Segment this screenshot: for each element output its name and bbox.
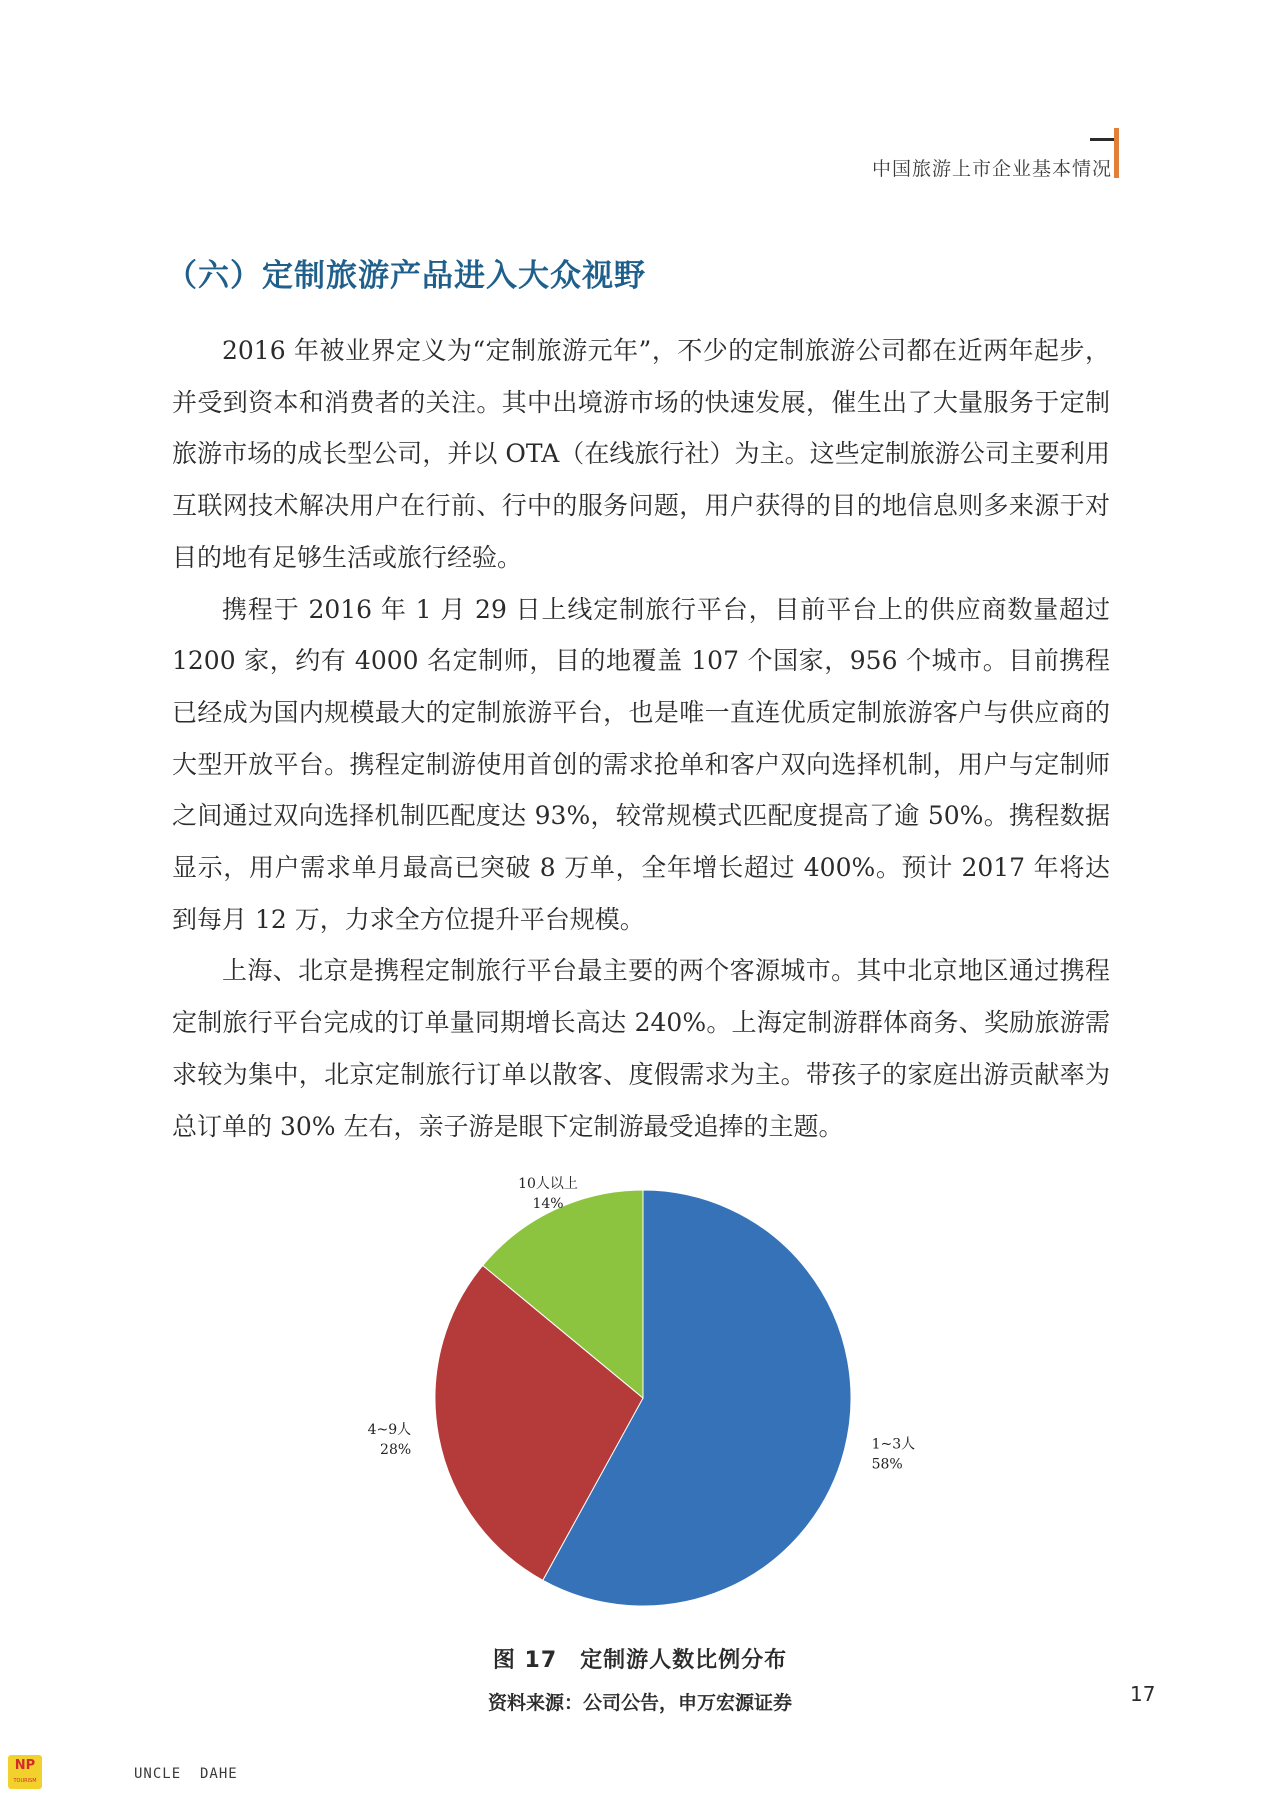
pie-label-2: 4~9人: [367, 1422, 412, 1439]
header-accent-bar: [1114, 128, 1119, 178]
figure-caption: 图 17 定制游人数比例分布: [492, 1648, 788, 1673]
section-title: （六）定制旅游产品进入大众视野: [166, 258, 646, 294]
pie-label-1: 1~3人: [871, 1436, 916, 1453]
header-dash: [1090, 138, 1116, 141]
pie-chart: [360, 1170, 920, 1630]
pie-label-3: 10人以上: [518, 1176, 578, 1192]
pie-slices: [435, 1190, 851, 1606]
np-logo-subtext: TOURISM: [13, 1778, 37, 1784]
np-logo-text: NP: [14, 1758, 36, 1773]
pie-value-label-1: 58%: [871, 1456, 903, 1473]
figure-source: 资料来源：公司公告，申万宏源证券: [487, 1692, 792, 1714]
running-header: 中国旅游上市企业基本情况: [871, 158, 1112, 180]
pie-value-label-2: 28%: [380, 1442, 412, 1459]
body-text: [172, 325, 1110, 1152]
pie-chart-svg: [360, 1170, 920, 1630]
np-logo: [8, 1755, 42, 1789]
pie-value-label-3: 14%: [532, 1196, 564, 1212]
paragraph-3: 上海、北京是携程定制旅行平台最主要的两个客源城市。其中北京地区通过携程定制旅行平台完成的订单量同期增长高达 240%。上海定制游群体商务、奖励旅游需求较为集中，北京定制旅行订单以散客、度假需求为主。带孩子的家庭出游贡献率为总订单的 30% 左右，亲子游是眼下定制游最受追捧的主题。: [172, 956, 1110, 1141]
watermark-text: UNCLE DAHE: [134, 1766, 238, 1782]
page-number: 17: [1130, 1682, 1156, 1706]
paragraph-2: 携程于 2016 年 1 月 29 日上线定制旅行平台，目前平台上的供应商数量超过 1200 家，约有 4000 名定制师，目的地覆盖 107 个国家，956 个城市。目前携程已经成为国内规模最大的定制旅游平台，也是唯一直连优质定制旅游客户与供应商的大型开放平台。携程定制游使用首创的需求抢单和客户双向选择机制，用户与定制师之间通过双向选择机制匹配度达 93%，较常规模式匹配度提高了逾 50%。携程数据显示，用户需求单月最高已突破 8 万单，全年增长超过 400%。预计 2017 年将达到每月 12 万，力求全方位提升平台规模。: [172, 594, 1110, 934]
paragraph-1: 2016 年被业界定义为“定制旅游元年”，不少的定制旅游公司都在近两年起步，并受到资本和消费者的关注。其中出境游市场的快速发展，催生出了大量服务于定制旅游市场的成长型公司，并以 OTA（在线旅行社）为主。这些定制旅游公司主要利用互联网技术解决用户在行前、行中的服务问题，用户获得的目的地信息则多来源于对目的地有足够生活或旅行经验。: [172, 336, 1110, 572]
